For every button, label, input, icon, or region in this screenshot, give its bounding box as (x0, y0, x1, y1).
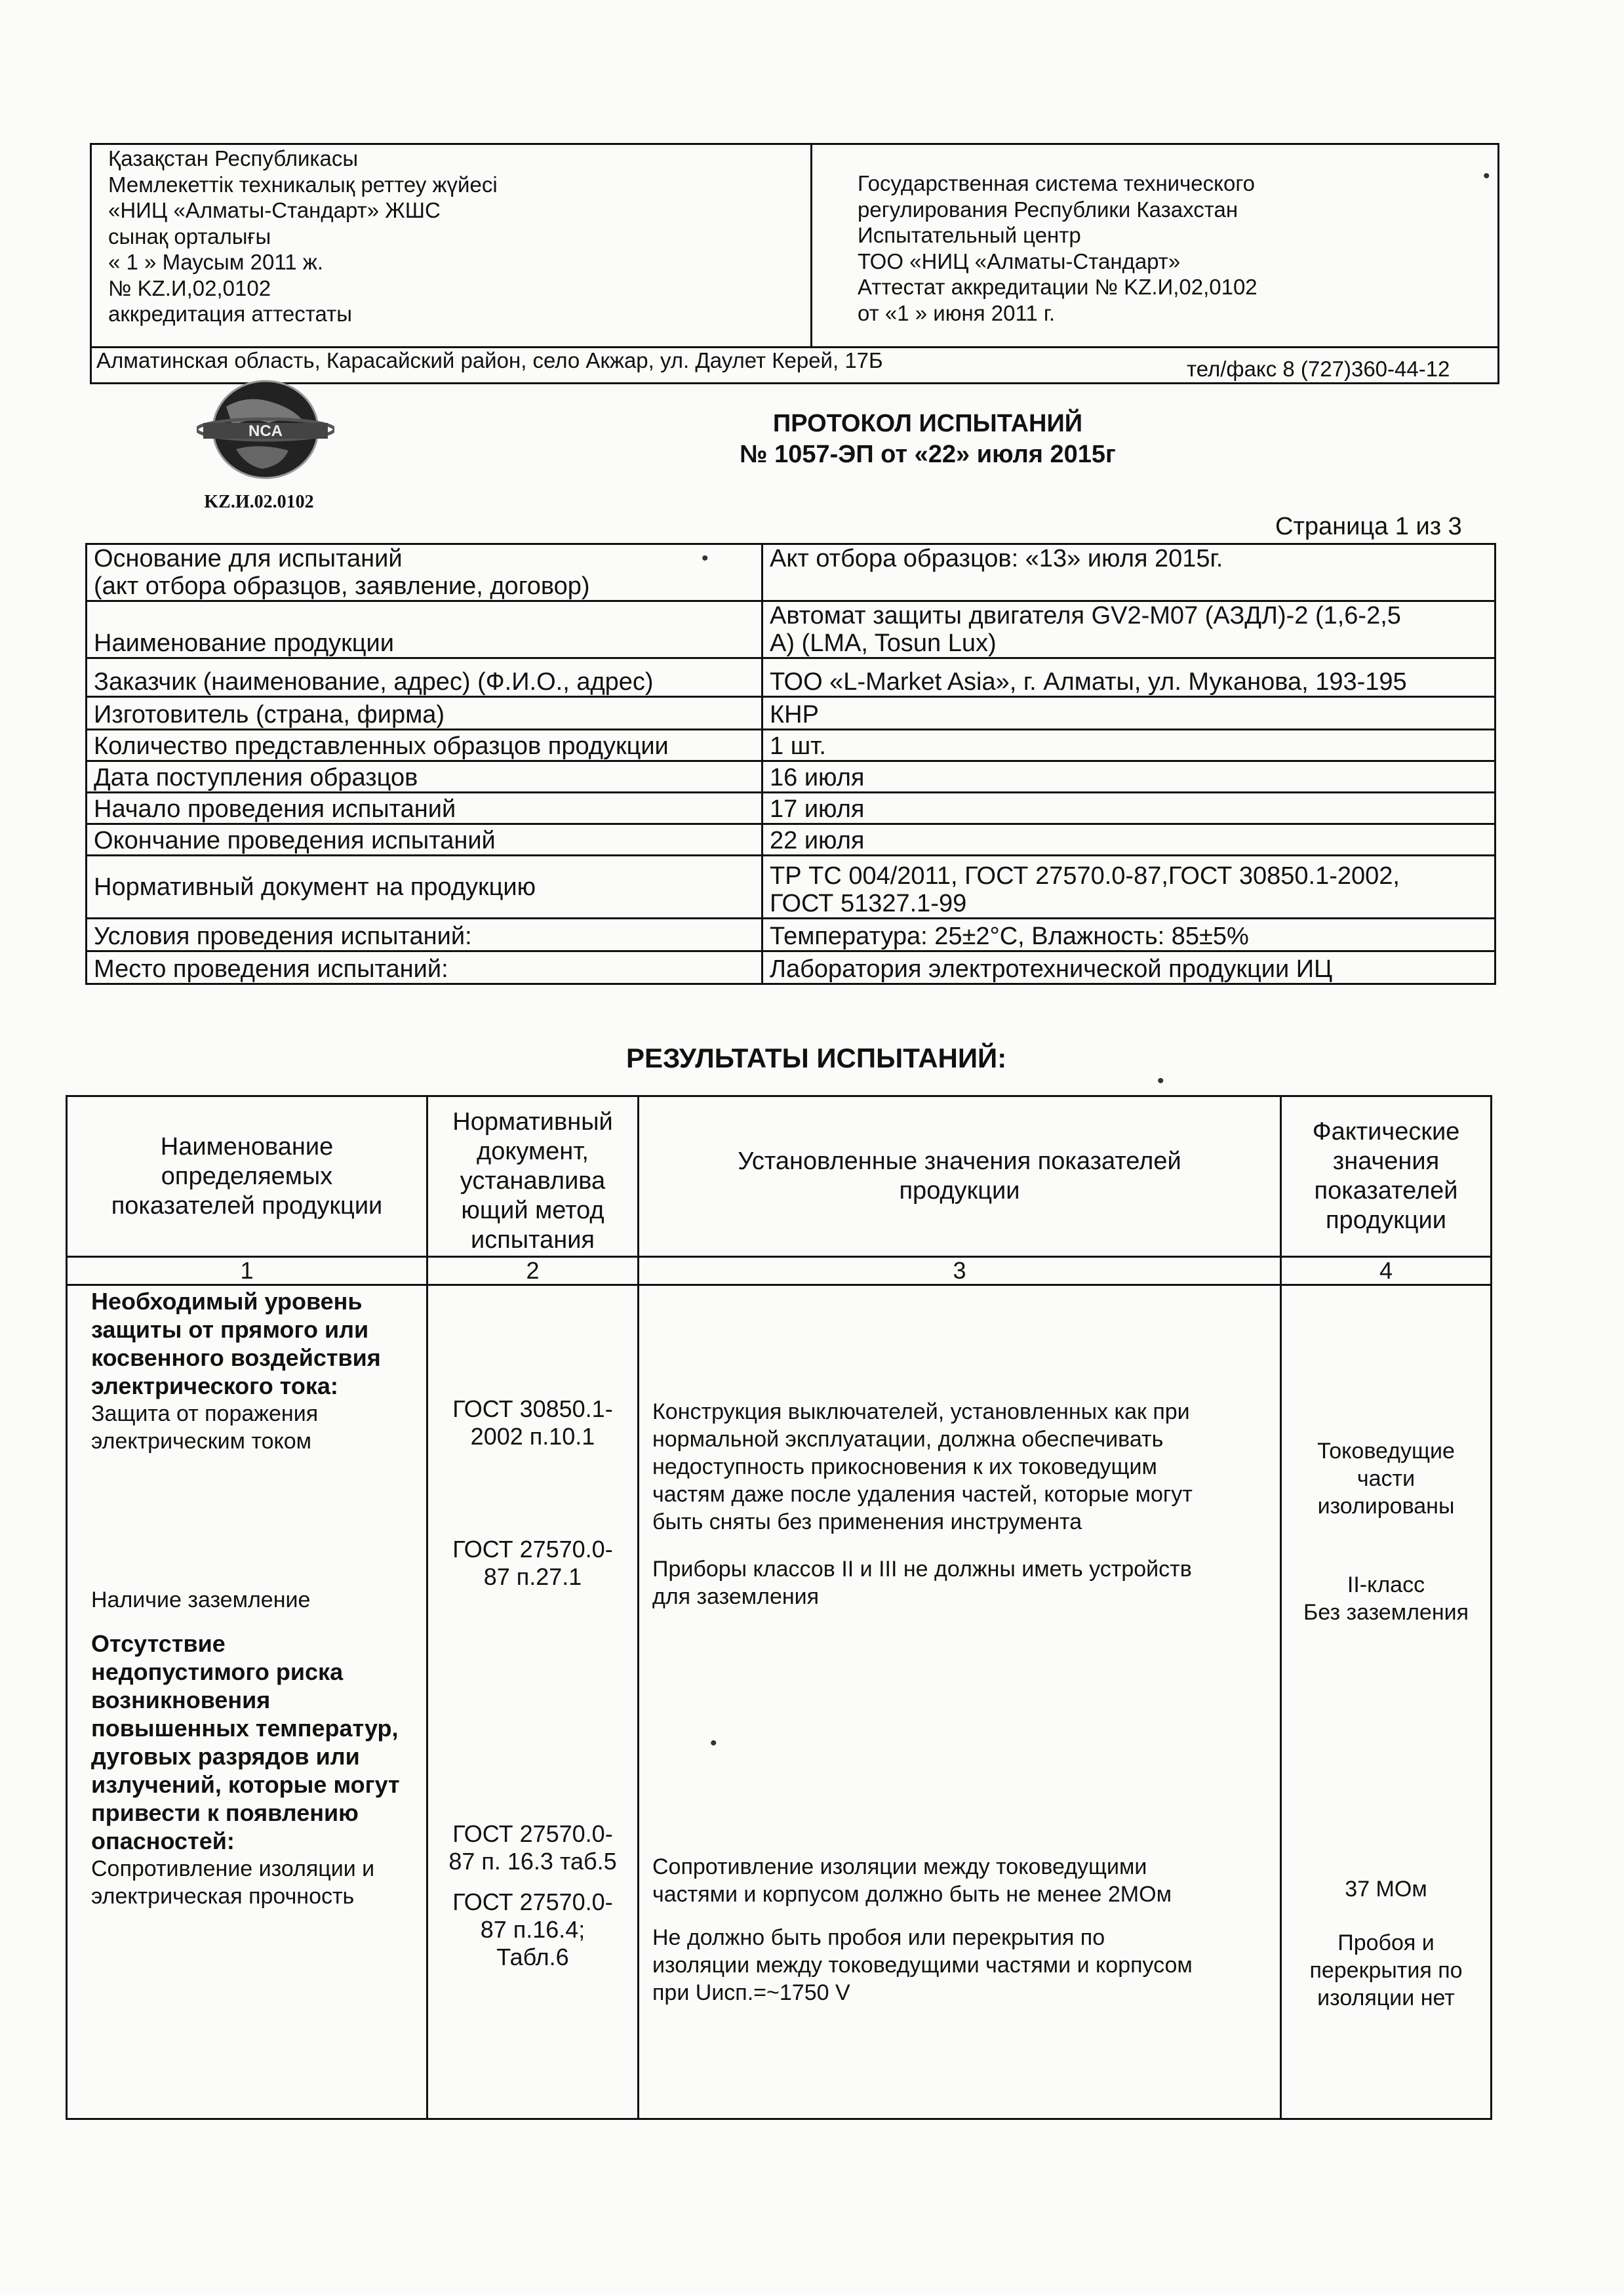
actual-value: Пробоя и перекрытия по изоляции нет (1309, 1930, 1463, 2010)
page-counter: Страница 1 из 3 (1275, 513, 1462, 540)
header-left-line: Қазақстан Республикасы (108, 146, 359, 170)
required-value: Не должно быть пробоя или перекрытия по изоляции между токоведущими частями и корпусом при Uисп.=~1750 V (652, 1925, 1193, 2005)
results-col-name (67, 1285, 427, 2119)
info-value: 22 июля (762, 824, 1495, 856)
col-header-required: Установленные значения показателей продукции (639, 1096, 1281, 1257)
info-value: 16 июля (762, 761, 1495, 793)
required-value: Сопротивление изоляции между токоведущими частями и корпусом должно быть не менее 2МОм (652, 1854, 1172, 1907)
header-right-line: Аттестат аккредитации № KZ.И,02,0102 (858, 275, 1258, 299)
info-value: 17 июля (762, 793, 1495, 824)
info-row (87, 697, 1495, 730)
info-label: Начало проведения испытаний (87, 793, 762, 824)
info-label: Условия проведения испытаний: (87, 919, 762, 951)
column-number: 4 (1281, 1257, 1492, 1285)
results-header-row (67, 1096, 1492, 1257)
info-row (87, 730, 1495, 761)
info-row (87, 793, 1495, 824)
globe-logo-icon (197, 377, 334, 489)
header-left-line: Мемлекеттік техникалық реттеу жүйесі (108, 172, 498, 197)
info-value: Акт отбора образцов: «13» июля 2015г. (762, 544, 1495, 601)
actual-value: 37 МОм (1345, 1877, 1427, 1902)
lab-address: Алматинская область, Карасайский район, село Акжар, ул. Даулет Керей, 17Б (96, 348, 883, 372)
header-right-line: ТОО «НИЦ «Алматы-Стандарт» (858, 249, 1181, 273)
scan-dot: • (702, 548, 709, 569)
protocol-number: № 1057-ЭП от «22» июля 2015г (740, 441, 1116, 468)
header-left-line: аккредитация аттестаты (108, 302, 352, 326)
info-row (87, 856, 1495, 919)
column-number: 1 (67, 1257, 427, 1285)
column-number: 2 (427, 1257, 639, 1285)
header-left-line: « 1 » Маусым 2011 ж. (108, 250, 323, 274)
method-doc: ГОСТ 27570.0- 87 п.16.4; Табл.6 (452, 1888, 613, 1970)
info-row (87, 601, 1495, 658)
header-right-line: Государственная система технического (858, 171, 1255, 195)
actual-value: II-класс Без заземления (1303, 1572, 1469, 1625)
info-row (87, 951, 1495, 984)
info-row (87, 824, 1495, 856)
logo-text: NCA (248, 422, 283, 440)
header-left-line: № KZ.И,02,0102 (108, 275, 271, 300)
info-row (87, 919, 1495, 951)
header-right-ru (858, 170, 1258, 326)
scan-dot: • (1157, 1070, 1164, 1092)
logo-code: KZ.И.02.0102 (204, 492, 314, 512)
header-right-line: регулирования Республики Казахстан (858, 197, 1238, 222)
header-right-line: Испытательный центр (858, 223, 1081, 247)
info-label: Количество представленных образцов продукции (87, 730, 762, 761)
info-label: Место проведения испытаний: (87, 951, 762, 984)
results-col-actual (1281, 1285, 1492, 2119)
section-title: Отсутствие недопустимого риска возникновения повышенных температур, дуговых разрядов или излучений, которые могут привести к появлению опасностей: (91, 1630, 400, 1854)
info-value: Температура: 25±2°С, Влажность: 85±5% (762, 919, 1495, 951)
scan-dot: • (710, 1732, 717, 1754)
protocol-title: ПРОТОКОЛ ИСПЫТАНИЙ (772, 410, 1083, 437)
results-col-required (639, 1285, 1281, 2119)
required-value: Конструкция выключателей, установленных как при нормальной эксплуатации, должна обеспечивать недоступность прикосновения к их токоведущим частям даже после удаления частей, которые могут быть сняты без применения инструмента (652, 1399, 1193, 1534)
info-label: Окончание проведения испытаний (87, 824, 762, 856)
info-row (87, 658, 1495, 697)
info-label: Нормативный документ на продукцию (87, 856, 762, 919)
info-value: ТР ТС 004/2011, ГОСТ 27570.0-87,ГОСТ 30850.1-2002, ГОСТ 51327.1-99 (762, 856, 1495, 919)
info-label: Наименование продукции (87, 601, 762, 658)
header-divider (810, 143, 812, 346)
results-col-doc (427, 1285, 639, 2119)
required-value: Приборы классов II и III не должны иметь устройств для заземления (652, 1557, 1192, 1609)
actual-value: Токоведущие части изолированы (1317, 1439, 1455, 1519)
header-left-kz (108, 146, 498, 327)
column-number: 3 (639, 1257, 1281, 1285)
info-label: Основание для испытаний (акт отбора образцов, заявление, договор) (87, 544, 762, 601)
info-label: Дата поступления образцов (87, 761, 762, 793)
results-title: РЕЗУЛЬТАТЫ ИСПЫТАНИЙ: (626, 1043, 1007, 1073)
scan-dot: • (1483, 165, 1490, 187)
lab-phone: тел/факс 8 (727)360-44-12 (1187, 357, 1450, 381)
method-doc: ГОСТ 27570.0- 87 п.27.1 (452, 1536, 613, 1590)
header-left-line: сынақ орталығы (108, 224, 271, 249)
info-value: 1 шт. (762, 730, 1495, 761)
protocol-info-table (85, 543, 1496, 985)
results-body-row (67, 1285, 1492, 2119)
header-right-line: от «1 » июня 2011 г. (858, 300, 1056, 325)
nca-logo (197, 377, 334, 489)
info-label: Заказчик (наименование, адрес) (Ф.И.О., адрес) (87, 658, 762, 697)
col-header-actual: Фактические значения показателей продукции (1281, 1096, 1492, 1257)
results-table (66, 1095, 1492, 2120)
info-row (87, 761, 1495, 793)
info-row (87, 544, 1495, 601)
column-number-row (67, 1257, 1492, 1285)
info-value: ТОО «L-Market Asia», г. Алматы, ул. Муканова, 193-195 (762, 658, 1495, 697)
info-label: Изготовитель (страна, фирма) (87, 697, 762, 730)
method-doc: ГОСТ 27570.0- 87 п. 16.3 таб.5 (448, 1820, 617, 1875)
info-value: КНР (762, 697, 1495, 730)
method-doc: ГОСТ 30850.1- 2002 п.10.1 (452, 1395, 613, 1450)
section-title: Необходимый уровень защиты от прямого или косвенного воздействия электрического тока: (91, 1288, 381, 1399)
indicator-name: Сопротивление изоляции и электрическая прочность (91, 1856, 375, 1909)
header-left-line: «НИЦ «Алматы-Стандарт» ЖШС (108, 198, 441, 222)
info-value: Автомат защиты двигателя GV2-M07 (АЗДЛ)-2 (1,6-2,5 А) (LMA, Tosun Lux) (762, 601, 1495, 658)
col-header-name: Наименование определяемых показателей продукции (67, 1096, 427, 1257)
info-value: Лаборатория электротехнической продукции ИЦ (762, 951, 1495, 984)
indicator-name: Защита от поражения электрическим током (91, 1401, 319, 1454)
col-header-doc: Нормативный документ, устанавлива ющий метод испытания (427, 1096, 639, 1257)
indicator-name: Наличие заземление (91, 1587, 311, 1612)
